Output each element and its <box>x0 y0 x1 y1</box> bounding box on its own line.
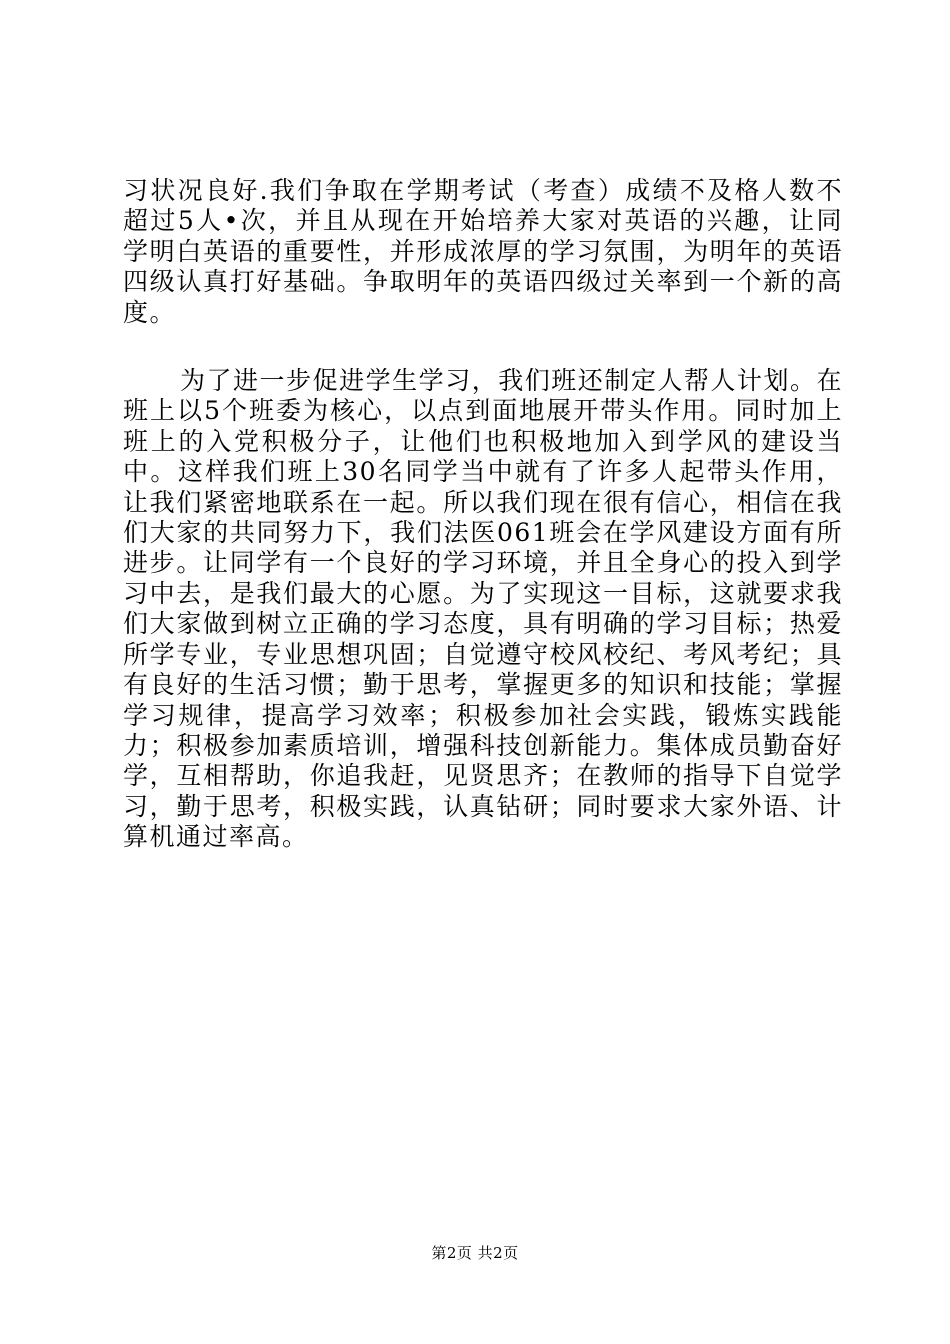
document-body <box>123 176 843 853</box>
paragraph-spacer <box>123 328 843 366</box>
page-footer: 第2页 共2页 <box>431 1244 519 1262</box>
paragraph-study-plan: 为了进一步促进学生学习，我们班还制定人帮人计划。在班上以5个班委为核心，以点到面地展开带头作用。同时加上班上的入党积极分子，让他们也积极地加入到学风的建设当中。这样我们班上30名同学当中就有了许多人起带头作用，让我们紧密地联系在一起。所以我们现在很有信心，相信在我们大家的共同努力下，我们法医061班会在学风建设方面有所进步。让同学有一个良好的学习环境，并且全身心的投入到学习中去，是我们最大的心愿。为了实现这一目标，这就要求我们大家做到树立正确的学习态度，具有明确的学习目标；热爱所学专业，专业思想巩固；自觉遵守校风校纪、考风考纪；具有良好的生活习惯；勤于思考，掌握更多的知识和技能；掌握学习规律，提高学习效率；积极参加社会实践，锻炼实践能力；积极参加素质培训，增强科技创新能力。集体成员勤奋好学，互相帮助，你追我赶，见贤思齐；在教师的指导下自觉学习，勤于思考，积极实践，认真钻研；同时要求大家外语、计算机通过率高。 <box>123 366 843 852</box>
paragraph-continuation: 习状况良好.我们争取在学期考试（考查）成绩不及格人数不超过5人•次，并且从现在开始培养大家对英语的兴趣，让同学明白英语的重要性，并形成浓厚的学习氛围，为明年的英语四级认真打好基础。争取明年的英语四级过关率到一个新的高度。 <box>123 176 843 327</box>
